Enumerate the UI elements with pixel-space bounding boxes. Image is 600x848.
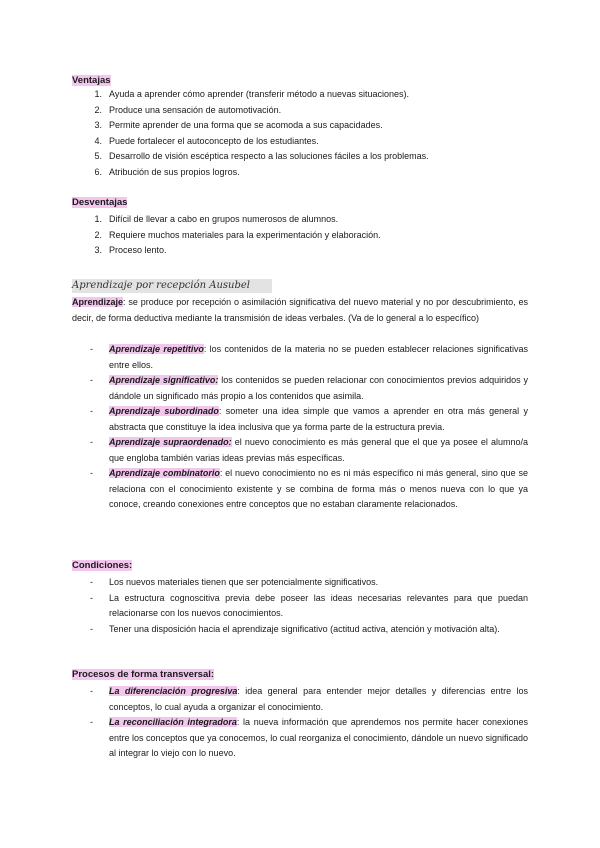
aprendizaje-label: Aprendizaje xyxy=(72,297,124,307)
list-item: - Aprendizaje repetitivo: los contenidos de la materia no se pueden establecer relaciones significativas entre ellos. xyxy=(90,344,528,370)
list-item: 5. Desarrollo de visión escéptica respecto a las soluciones fáciles a los problemas. xyxy=(94,151,429,161)
procesos-list xyxy=(72,684,528,762)
list-item: 6. Atribución de sus propios logros. xyxy=(94,166,240,177)
list-item: - Tener una disposición hacia el aprendizaje significativo (actitud activa, atención y motivación alta). xyxy=(90,623,500,634)
list-item: - La reconciliación integradora: la nueva información que aprendemos nos permite hacer conexiones entre los conceptos que ya conocemos, lo cual reorganiza el conocimiento, dándole un nuevo significado al integrar lo viejo con lo nuevo. xyxy=(90,717,528,758)
desventajas-list xyxy=(72,212,532,259)
section-title: Aprendizaje por recepción Ausubel xyxy=(72,279,272,293)
desventajas-heading: Desventajas xyxy=(72,197,128,208)
list-item: - Aprendizaje combinatorio: el nuevo conocimiento no es ni más específico ni más general, sino que se relaciona con el conocimiento existente y se combina de forma más o menos nueva con lo que ya conoce, creando conexiones entre conceptos que no estaban claramente relacionados. xyxy=(90,468,529,509)
condiciones-list xyxy=(72,575,528,637)
list-item: 2. Produce una sensación de automotivación. xyxy=(94,104,282,115)
list-item: - La estructura cognoscitiva previa debe poseer las ideas necesarias relevantes para que puedan relacionarse con los nuevos conocimientos. xyxy=(90,592,528,618)
list-item: - Aprendizaje supraordenado: el nuevo conocimiento es más general que el que ya posee el alumno/a que engloba también varias ideas previas más específicas. xyxy=(90,437,529,463)
ventajas-heading: Ventajas xyxy=(72,75,111,86)
list-item: 2. Requiere muchos materiales para la experimentación y elaboración. xyxy=(94,229,381,240)
list-item: - Los nuevos materiales tienen que ser potencialmente significativos. xyxy=(90,577,379,587)
aprendizaje-paragraph: Aprendizaje: se produce por recepción o asimilación significativa del nuevo material y no por descubrimiento, es decir, de forma deductiva mediante la transmisión de ideas verbales. (Va de lo general a lo específico) xyxy=(72,297,528,323)
list-item: - Aprendizaje subordinado: someter una idea simple que vamos a aprender en otra más general y abstracta que constituye la idea inclusiva que ya forma parte de la estructura previa. xyxy=(90,406,528,432)
condiciones-heading: Condiciones: xyxy=(72,560,133,571)
list-item: - Aprendizaje significativo: los contenidos se pueden relacionar con conocimientos previos adquiridos y dándole un significado más propio a los contenidos que asimila. xyxy=(90,375,528,401)
list-item: 3. Proceso lento. xyxy=(94,245,167,255)
tipos-list xyxy=(72,342,528,513)
list-item: 3. Permite aprender de una forma que se acomoda a sus capacidades. xyxy=(94,120,383,130)
list-item: 4. Puede fortalecer el autoconcepto de los estudiantes. xyxy=(94,135,319,146)
list-item: 1. Difícil de llevar a cabo en grupos numerosos de alumnos. xyxy=(94,214,339,224)
list-item: - La diferenciación progresiva: idea general para entender mejor detalles y diferencias entre los conceptos, lo cual ayuda a organizar el conocimiento. xyxy=(90,686,528,712)
list-item: 1. Ayuda a aprender cómo aprender (transferir método a nuevas situaciones). xyxy=(94,89,410,99)
ventajas-list xyxy=(72,87,532,180)
procesos-heading: Procesos de forma transversal: xyxy=(72,669,215,680)
